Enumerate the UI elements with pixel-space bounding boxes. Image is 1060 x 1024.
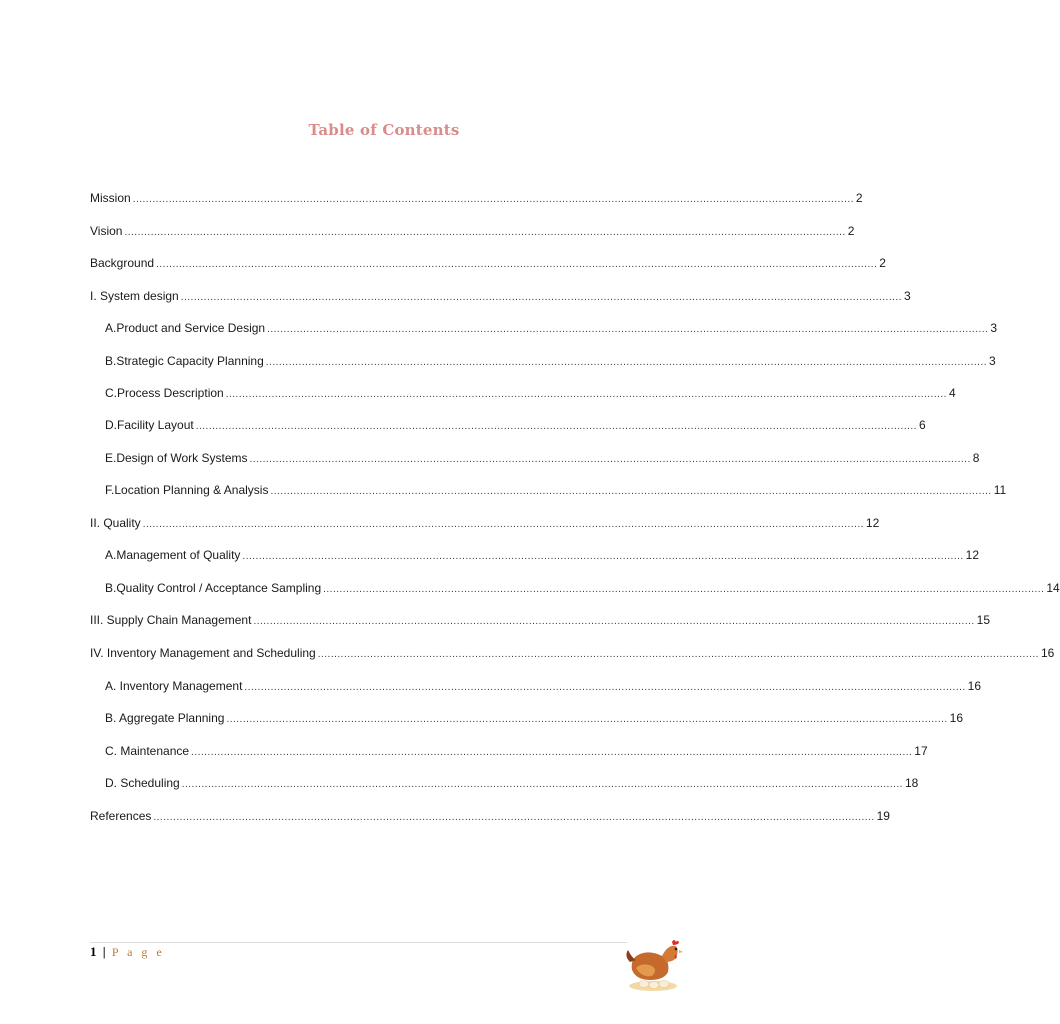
- toc-entry-page: 2: [847, 224, 855, 238]
- toc-entry[interactable]: [105, 352, 996, 370]
- toc-entry-label: Process Description: [117, 386, 224, 400]
- toc-entry[interactable]: [105, 677, 982, 695]
- toc-dot-leader: ............................................................................................................................................................................................................................: [317, 649, 1039, 660]
- toc-entry[interactable]: [105, 416, 926, 434]
- page-separator: |: [102, 944, 106, 959]
- toc-entry-label: Background: [90, 256, 155, 270]
- toc-entry-page: 6: [918, 418, 926, 432]
- toc-dot-leader: ............................................................................................................................................................................................................................: [195, 421, 917, 432]
- toc-entry-label: III. Supply Chain Management: [90, 613, 252, 627]
- toc-dot-leader: ............................................................................................................................................................................................................................: [153, 812, 875, 823]
- toc-entry-label: Facility Layout: [117, 418, 194, 432]
- toc-entry-label: C. Maintenance: [105, 744, 190, 758]
- toc-entry-label: Location Planning & Analysis: [114, 483, 269, 497]
- toc-entry-page: 18: [904, 776, 919, 790]
- toc-entry-letter: B.: [105, 581, 117, 595]
- toc-entry-letter: B.: [105, 354, 117, 368]
- toc-entry-label: II. Quality: [90, 516, 141, 530]
- toc-dot-leader: ............................................................................................................................................................................................................................: [156, 259, 878, 270]
- toc-entry-label: Vision: [90, 224, 123, 238]
- page-title: Table of Contents: [308, 121, 460, 139]
- toc-dot-leader: ............................................................................................................................................................................................................................: [253, 616, 975, 627]
- toc-dot-leader: ............................................................................................................................................................................................................................: [132, 194, 854, 205]
- footer-divider: [90, 942, 627, 943]
- toc-entry-letter: A.: [105, 321, 117, 335]
- toc-entry-label: Product and Service Design: [116, 321, 266, 335]
- toc-dot-leader: ............................................................................................................................................................................................................................: [191, 747, 913, 758]
- toc-entry-page: 16: [967, 679, 982, 693]
- toc-entry[interactable]: [90, 611, 991, 629]
- toc-entry-page: 17: [914, 744, 928, 758]
- toc-entry[interactable]: [90, 189, 863, 207]
- page-word: P a g e: [111, 945, 165, 959]
- toc-entry-label: A. Inventory Management: [105, 679, 243, 693]
- toc-entry-label: IV. Inventory Management and Scheduling: [90, 646, 316, 660]
- toc-entry-letter: C.: [105, 386, 117, 400]
- toc-entry-letter: D.: [105, 418, 117, 432]
- toc-dot-leader: ............................................................................................................................................................................................................................: [244, 682, 966, 693]
- toc-entry[interactable]: [105, 579, 1060, 597]
- toc-dot-leader: ............................................................................................................................................................................................................................: [323, 584, 1045, 595]
- toc-entry-page: 16: [1040, 646, 1055, 660]
- toc-entry-label: D. Scheduling: [105, 776, 180, 790]
- toc-entry[interactable]: [90, 254, 886, 272]
- toc-entry-label: I. System design: [90, 289, 179, 303]
- toc-entry-page: 3: [989, 354, 996, 368]
- toc-entry-page: 11: [993, 483, 1007, 497]
- toc-dot-leader: ............................................................................................................................................................................................................................: [226, 714, 948, 725]
- toc-entry-page: 3: [990, 321, 998, 335]
- toc-dot-leader: ............................................................................................................................................................................................................................: [267, 324, 989, 335]
- toc-entry[interactable]: [90, 287, 911, 305]
- toc-dot-leader: ............................................................................................................................................................................................................................: [181, 779, 903, 790]
- toc-entry-letter: E.: [105, 451, 117, 465]
- toc-entry-label: Management of Quality: [116, 548, 241, 562]
- toc-entry-label: References: [90, 809, 152, 823]
- toc-dot-leader: ............................................................................................................................................................................................................................: [142, 519, 864, 530]
- toc-entry[interactable]: [90, 222, 855, 240]
- toc-entry-page: 12: [865, 516, 880, 530]
- toc-entry-page: 12: [965, 548, 980, 562]
- footer-page-number: [90, 944, 165, 960]
- toc-entry-page: 3: [903, 289, 911, 303]
- toc-entry-page: 8: [972, 451, 980, 465]
- toc-entry-label: Strategic Capacity Planning: [116, 354, 264, 368]
- toc-entry[interactable]: [105, 384, 956, 402]
- toc-entry-page: 2: [855, 191, 863, 205]
- toc-dot-leader: ............................................................................................................................................................................................................................: [124, 227, 846, 238]
- toc-dot-leader: ............................................................................................................................................................................................................................: [249, 454, 971, 465]
- toc-entry[interactable]: [105, 709, 964, 727]
- page-number: 1: [90, 944, 97, 959]
- toc-entry[interactable]: [105, 742, 928, 760]
- toc-entry[interactable]: [90, 644, 1055, 662]
- toc-entry-letter: F.: [105, 483, 115, 497]
- toc-entry-letter: A.: [105, 548, 117, 562]
- toc-entry-page: 19: [876, 809, 890, 823]
- toc-entry-page: 14: [1046, 581, 1060, 595]
- toc-dot-leader: ............................................................................................................................................................................................................................: [180, 292, 902, 303]
- toc-dot-leader: ............................................................................................................................................................................................................................: [270, 486, 992, 497]
- toc-dot-leader: ............................................................................................................................................................................................................................: [242, 551, 964, 562]
- toc-entry-label: Mission: [90, 191, 131, 205]
- toc-entry[interactable]: [105, 319, 998, 337]
- hen-with-eggs-icon: [622, 932, 684, 994]
- toc-entry[interactable]: [105, 481, 1007, 499]
- toc-dot-leader: ............................................................................................................................................................................................................................: [265, 357, 987, 368]
- toc-entry[interactable]: [105, 774, 919, 792]
- toc-entry-label: Design of Work Systems: [116, 451, 248, 465]
- toc-entry-page: 15: [976, 613, 991, 627]
- toc-entry-page: 4: [948, 386, 956, 400]
- toc-entry[interactable]: [90, 514, 880, 532]
- toc-entry-label: B. Aggregate Planning: [105, 711, 225, 725]
- toc-entry[interactable]: [105, 449, 980, 467]
- toc-entry-label: Quality Control / Acceptance Sampling: [116, 581, 322, 595]
- toc-entry[interactable]: [105, 546, 980, 564]
- toc-dot-leader: ............................................................................................................................................................................................................................: [225, 389, 947, 400]
- toc-entry[interactable]: [90, 807, 890, 825]
- toc-entry-page: 16: [949, 711, 964, 725]
- toc-entry-page: 2: [879, 256, 886, 270]
